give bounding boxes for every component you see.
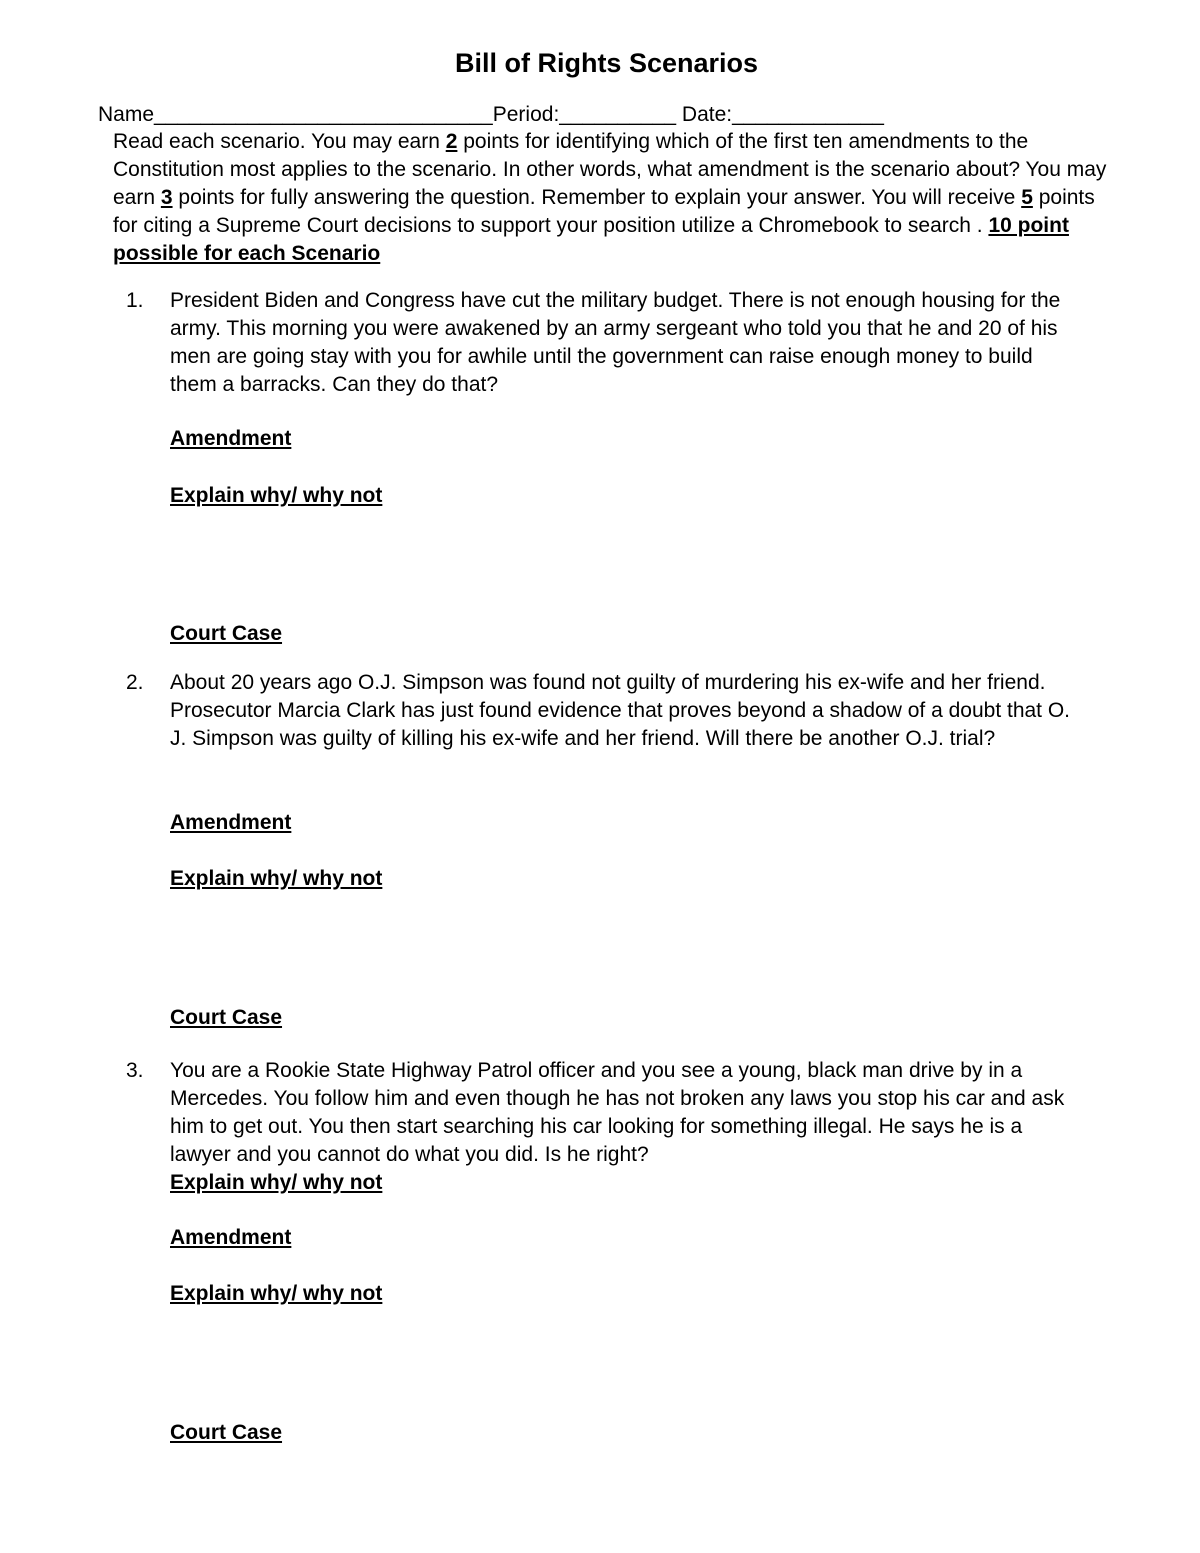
explain-label: Explain why/ why not [170,1171,383,1194]
explain-label: Explain why/ why not [170,484,383,507]
explain-label: Explain why/ why not [170,867,383,890]
period-field[interactable]: __________ [559,103,677,126]
instructions-text: points for citing a Supreme Court decisions to support your position utilize a Chromebook to search . [113,186,1095,237]
instructions-text: points for fully answering the question. Remember to explain your answer. You will receive [172,186,1022,209]
period-label: Period: [492,103,560,126]
date-field[interactable]: _____________ [732,103,884,126]
instructions-text: Read each scenario. You may earn [113,130,446,153]
scenario-text: You are a Rookie State Highway Patrol officer and you see a young, black man drive by in a Mercedes. You follow him and even though he has not broken any laws you stop his car and ask him to get out. You then start searching his car looking for something illegal. He says he is a lawyer and you cannot do what you did. Is he right? [170,1059,1065,1166]
court-case-label: Court Case [170,622,283,645]
explain-label: Explain why/ why not [170,1282,383,1305]
student-info-line [98,101,884,129]
scenario-number: 3. [126,1059,144,1082]
name-label: Name [98,103,155,126]
amendment-label: Amendment [170,427,292,450]
points-court-case: 5 [1021,186,1033,209]
points-total: 10 point possible for each Scenario [113,214,1069,265]
court-case-label: Court Case [170,1006,283,1029]
scenario-text: About 20 years ago O.J. Simpson was found not guilty of murdering his ex-wife and her friend. Prosecutor Marcia Clark has just found evidence that proves beyond a shadow of a doubt that O. J. Simpson was guilty of killing his ex-wife and her friend. Will there be another O.J. trial? [170,671,1071,750]
points-explain: 3 [160,186,173,209]
amendment-label: Amendment [170,811,292,834]
scenario-number: 2. [126,671,144,694]
scenario-text: President Biden and Congress have cut the military budget. There is not enough housing for the army. This morning you were awakened by an army sergeant who told you that he and 20 of his men are going stay with you for awhile until the government can raise enough money to build them a barracks. Can they do that? [170,289,1061,396]
court-case-label: Court Case [170,1421,283,1444]
points-amendment: 2 [445,130,458,153]
scenario-number: 1. [126,289,144,312]
amendment-label: Amendment [170,1226,292,1249]
name-field[interactable]: _____________________________ [154,103,493,126]
instructions-text: points for identifying which of the first ten amendments to the Constitution most applies to the scenario. In other words, what amendment is the scenario about? You may earn [113,130,1107,209]
instructions [113,128,1113,268]
page-title: Bill of Rights Scenarios [454,48,759,78]
date-label: Date: [681,103,733,126]
